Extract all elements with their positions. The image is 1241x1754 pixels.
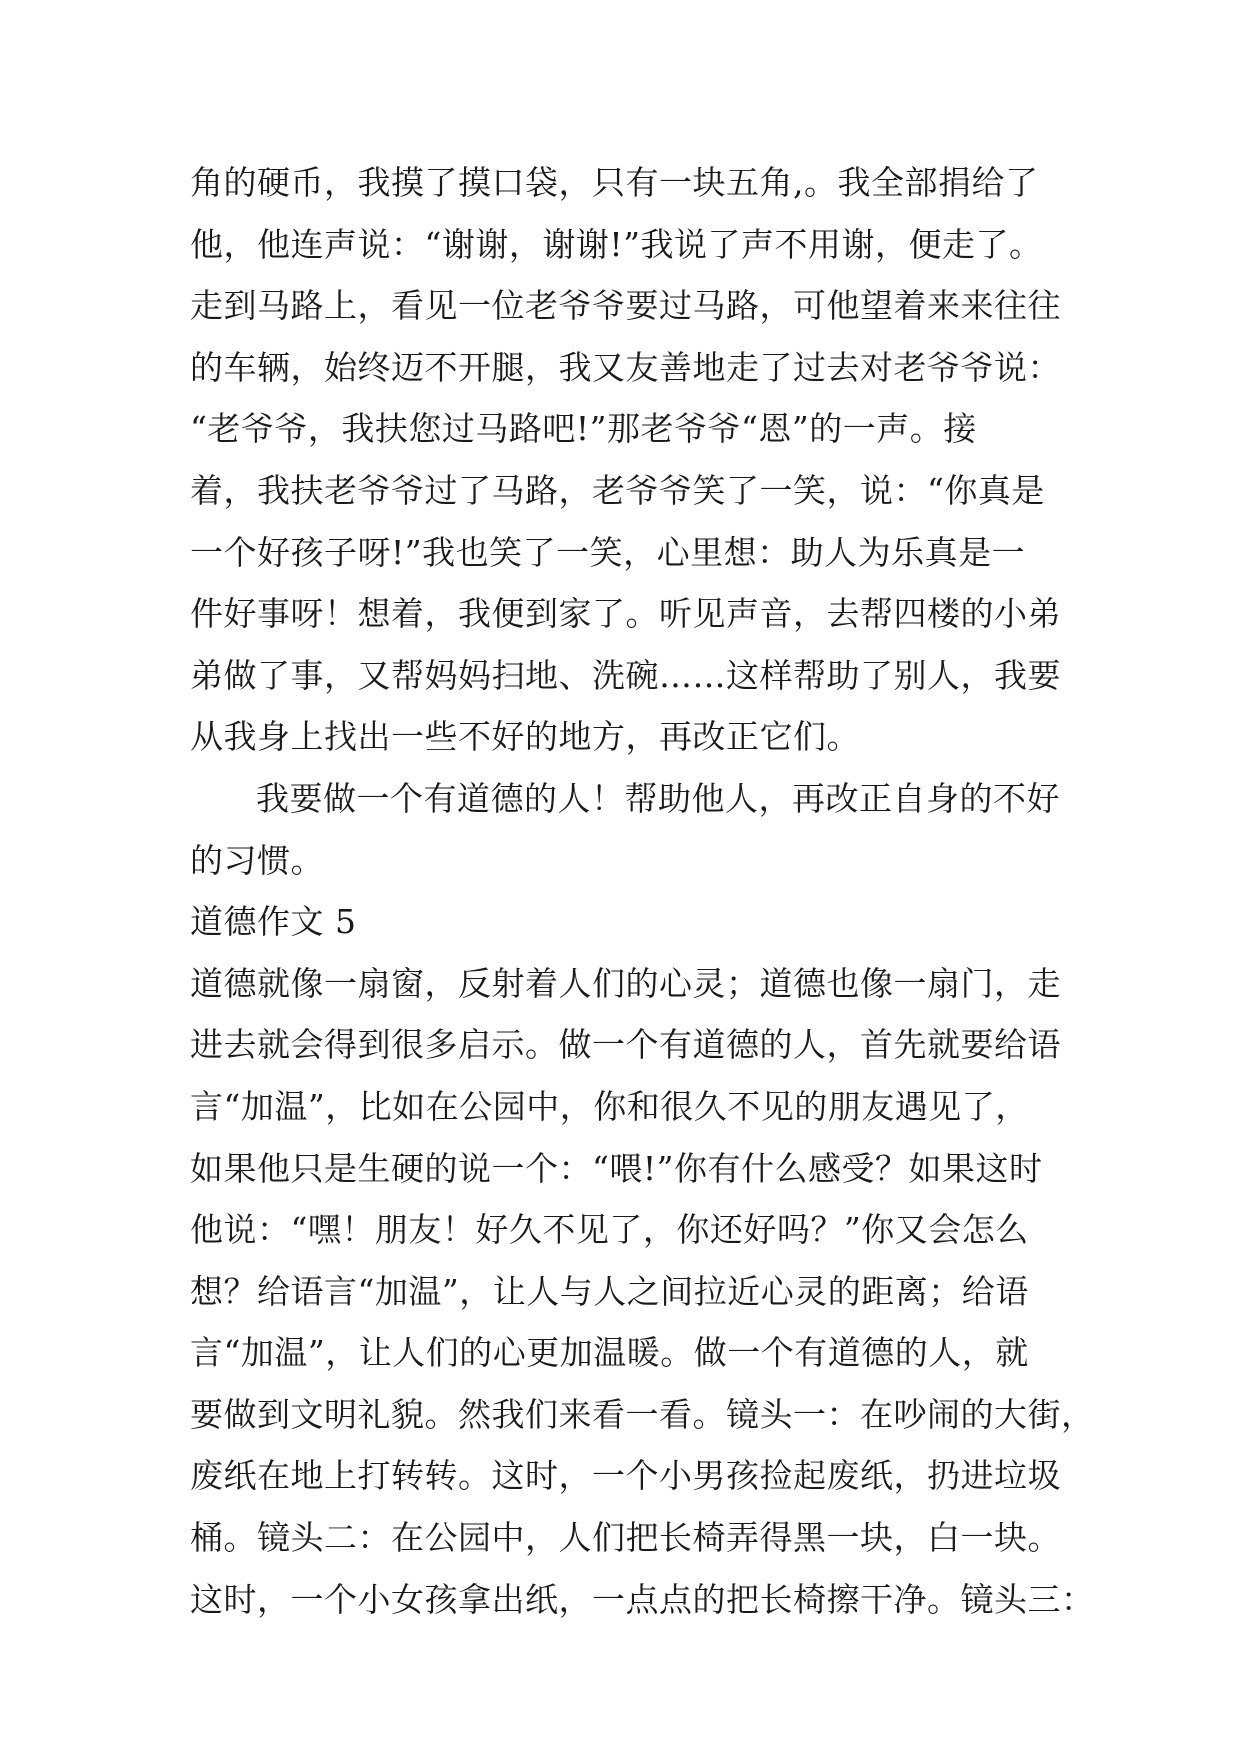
paragraph-start-line: 我要做一个有道德的人！帮助他人，再改正自身的不好 bbox=[256, 778, 1060, 818]
text-line: 要做到文明礼貌。然我们来看一看。镜头一：在吵闹的大街， bbox=[190, 1394, 1095, 1434]
text-line: 如果他只是生硬的说一个：“喂!”你有什么感受？如果这时 bbox=[190, 1148, 1043, 1188]
text-line: 件好事呀！想着，我便到家了。听见声音，去帮四楼的小弟 bbox=[190, 594, 1061, 634]
text-line: 进去就会得到很多启示。做一个有道德的人，首先就要给语 bbox=[190, 1025, 1061, 1065]
text-line: 想？给语言“加温”，让人与人之间拉近心灵的距离；给语 bbox=[190, 1271, 1029, 1311]
text-line: 废纸在地上打转转。这时，一个小男孩捡起废纸，扔进垃圾 bbox=[190, 1456, 1061, 1496]
text-line: 弟做了事，又帮妈妈扫地、洗碗……这样帮助了别人，我要 bbox=[190, 655, 1061, 695]
text-line: “老爷爷，我扶您过马路吧!”那老爷爷“恩”的一声。接 bbox=[190, 409, 977, 449]
text-line: 他说：“嘿！朋友！好久不见了，你还好吗？”你又会怎么 bbox=[190, 1210, 1029, 1250]
section-heading: 道德作文 5 bbox=[190, 902, 357, 942]
text-line: 桶。镜头二：在公园中，人们把长椅弄得黑一块，白一块。 bbox=[190, 1518, 1061, 1558]
text-line: 他，他连声说：“谢谢，谢谢!”我说了声不用谢，便走了。 bbox=[190, 224, 1043, 264]
text-line: 一个好孩子呀!”我也笑了一笑，心里想：助人为乐真是一 bbox=[190, 532, 1026, 572]
text-line: 的习惯。 bbox=[190, 840, 324, 880]
text-line: 走到马路上，看见一位老爷爷要过马路，可他望着来来往往 bbox=[190, 286, 1061, 326]
text-line: 道德就像一扇窗，反射着人们的心灵；道德也像一扇门，走 bbox=[190, 963, 1061, 1003]
text-line: 角的硬币，我摸了摸口袋，只有一块五角,。我全部捐给了 bbox=[190, 163, 1039, 202]
text-line: 着，我扶老爷爷过了马路，老爷爷笑了一笑，说：“你真是 bbox=[190, 470, 1045, 510]
text-line: 这时，一个小女孩拿出纸，一点点的把长椅擦干净。镜头三： bbox=[190, 1579, 1095, 1619]
text-line: 言“加温”，让人们的心更加温暖。做一个有道德的人，就 bbox=[190, 1333, 1029, 1373]
text-line: 从我身上找出一些不好的地方，再改正它们。 bbox=[190, 717, 860, 757]
text-line: 的车辆，始终迈不开腿，我又友善地走了过去对老爷爷说： bbox=[190, 347, 1061, 387]
text-line: 言“加温”，比如在公园中，你和很久不见的朋友遇见了， bbox=[190, 1086, 1029, 1126]
document-body bbox=[190, 152, 1095, 1630]
